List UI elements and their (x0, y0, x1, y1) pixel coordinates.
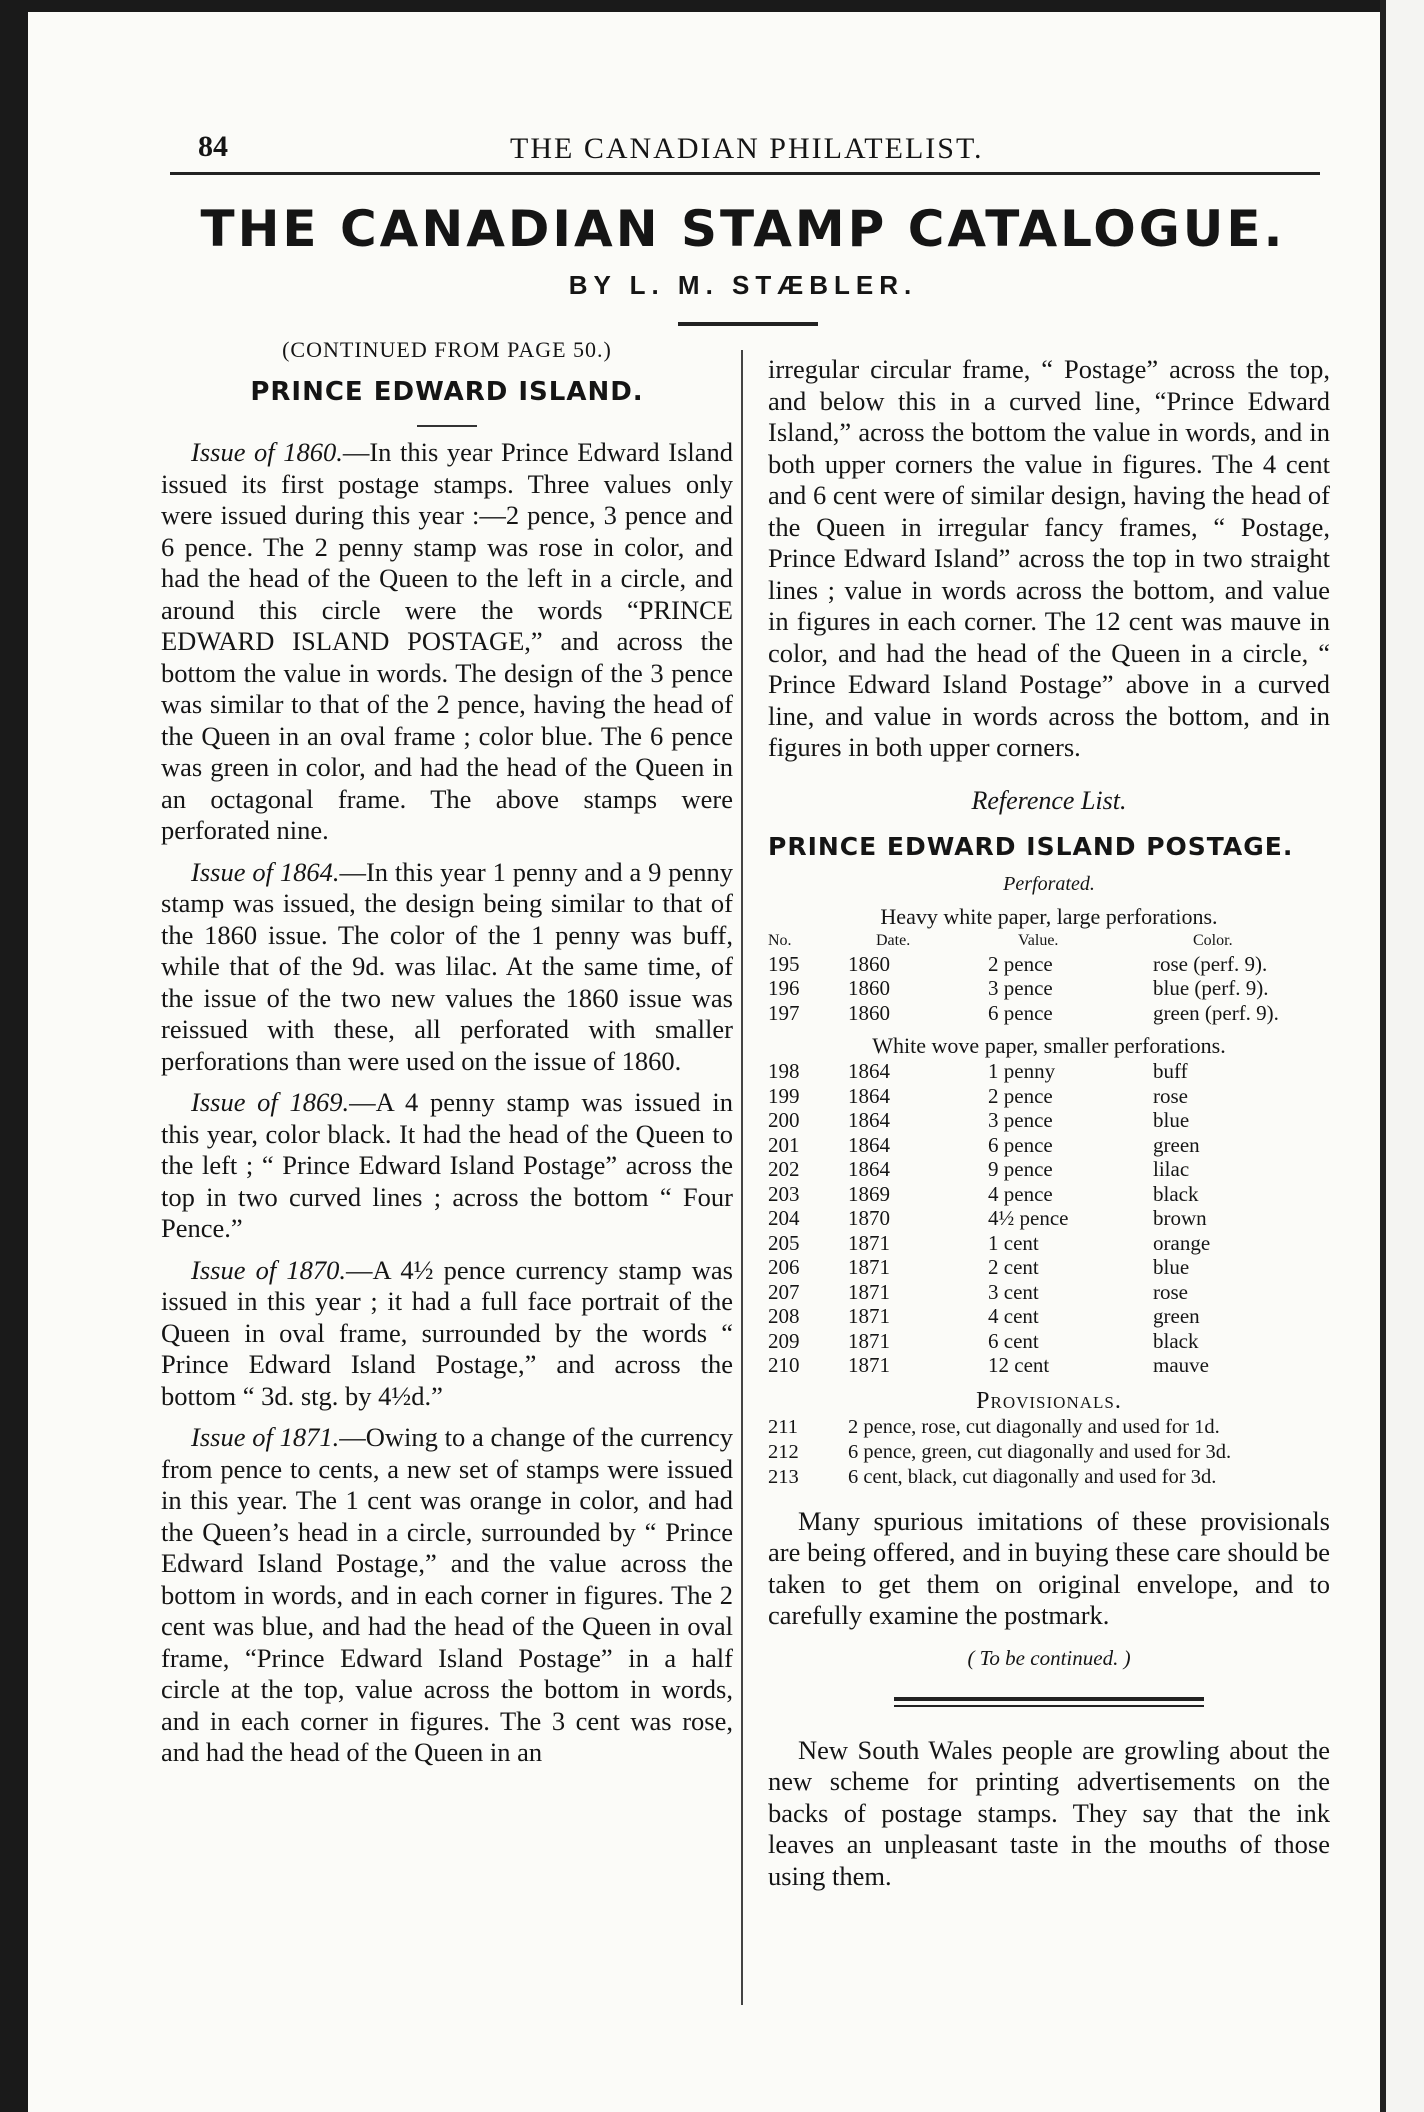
reference-list-title: Reference List. (971, 785, 1127, 815)
cell-date: 1871 (848, 1230, 890, 1255)
paragraph-text: —In this year Prince Edward Island issued its first postage stamps. Three values only were issued during this year :—2 pence, 3 pence and 6 pence. The 2 penny stamp was rose in color, and had the head of the Queen to the left in a circle, and around this circle were the words “PRINCE EDWARD ISLAND POSTAGE,” and across the bottom the value in words. The design of the 3 pence was similar to that of the 2 pence, having the head of the Queen in an oval frame ; color blue. The 6 pence was green in color, and had the head of the Queen in an octagonal frame. The above stamps were perforated nine. (161, 437, 734, 845)
perforated-label: Perforated. (1003, 872, 1095, 895)
header-date: Date. (876, 931, 911, 949)
cell-color: black (1153, 1328, 1199, 1353)
issue-heading: Issue of 1870. (191, 1254, 346, 1285)
cell-value: 9 pence (988, 1157, 1053, 1181)
cell-color: lilac (1153, 1157, 1190, 1181)
subhead-wove-paper: White wove paper, smaller perforations. (872, 1033, 1226, 1058)
table-row (768, 1059, 1330, 1084)
to-be-continued: ( To be continued. ) (967, 1645, 1131, 1670)
cell-no: 208 (768, 1304, 800, 1328)
right-column (768, 354, 1330, 1892)
cell-value: 4 pence (988, 1181, 1053, 1206)
cell-date: 1860 (848, 1000, 890, 1025)
paragraph-issue-1871 (161, 1422, 733, 1769)
paragraph-text: —A 4 penny stamp was issued in this year, color black. It had the head of the Queen to the left ; “ Prince Edward Island Postage” across the top in two curved lines ; across the bottom “ Four Pence.” (161, 1087, 734, 1243)
table-row (768, 1329, 1330, 1354)
cell-color: black (1153, 1181, 1199, 1206)
table-row (768, 1182, 1330, 1207)
provisional-text: 6 pence, green, cut diagonally and used for 3d. (848, 1440, 1232, 1463)
postage-title: PRINCE EDWARD ISLAND POSTAGE. (768, 831, 1294, 861)
article-byline: BY L. M. STÆBLER. (568, 270, 918, 300)
cell-value: 4½ pence (988, 1206, 1069, 1230)
table-group-2 (768, 1059, 1330, 1378)
paragraph-text: —In this year 1 penny and a 9 penny stamp was issued, the design being similar to that of the 1860 issue. The color of the 1 penny was buff, while that of the 9d. was lilac. At the same time, of the issue of the two new values the 1860 issue was reissued with these, all perforated with smaller perforations than were used on the issue of 1860. (161, 856, 734, 1076)
table-row (768, 1231, 1330, 1256)
cell-no: 204 (768, 1206, 800, 1230)
issue-heading: Issue of 1864. (191, 856, 340, 887)
table-row (768, 1280, 1330, 1305)
cell-date: 1870 (848, 1206, 890, 1230)
paragraph-text: —Owing to a change of the currency from pence to cents, a new set of stamps were issued in this year. The 1 cent was orange in color, and had the Queen’s head in a circle, surrounded by “ Prince Edward Island Postage,” and the value across the bottom in words, and in each corner in figures. The 2 cent was blue, and had the head of the Queen in oval frame, “Prince Edward Island Postage” in a half circle at the top, value across the bottom in words, and in each corner in figures. The 3 cent was rose, and had the head of the Queen in an (161, 1422, 733, 1767)
cell-date: 1869 (848, 1181, 890, 1206)
cell-color: rose (perf. 9). (1153, 951, 1268, 976)
continued-note: (CONTINUED FROM PAGE 50.) (282, 337, 612, 362)
cell-value: 2 cent (988, 1255, 1039, 1279)
paragraph-text: —A 4½ pence currency stamp was issued in this year ; it had a full face portrait of the Queen in oval frame, surrounded by the words “ Prince Edward Island Postage,” and across the bottom “ 3d. stg. by 4½d.” (161, 1254, 733, 1411)
cell-color: green (1153, 1304, 1200, 1328)
nsw-note: New South Wales people are growling about the new scheme for printing advertisements on the backs of postage stamps. They say that the ink leaves an unpleasant taste in the mouths of those using them. (768, 1734, 1330, 1891)
cell-color: blue (1153, 1255, 1190, 1279)
left-column (161, 337, 733, 1769)
cell-color: rose (1153, 1083, 1188, 1108)
provisional-text: 2 pence, rose, cut diagonally and used for 1d. (848, 1415, 1220, 1438)
cell-date: 1864 (848, 1108, 890, 1132)
table-row (768, 1353, 1330, 1378)
table-group-1 (768, 952, 1330, 1026)
provisional-text: 6 cent, black, cut diagonally and used for 3d. (848, 1465, 1217, 1488)
cell-date: 1860 (848, 976, 890, 1000)
cell-no: 206 (768, 1255, 800, 1279)
section-title: PRINCE EDWARD ISLAND. (250, 377, 644, 407)
cell-date: 1871 (848, 1304, 890, 1328)
cell-value: 4 cent (988, 1304, 1039, 1328)
paragraph-issue-1864 (161, 857, 733, 1078)
cell-no: 207 (768, 1279, 800, 1304)
cell-color: green (1153, 1132, 1200, 1157)
provisional-row (768, 1440, 1330, 1465)
cell-no: 199 (768, 1083, 800, 1108)
title-rule (678, 322, 818, 326)
provisional-no: 213 (768, 1465, 799, 1488)
table-row (768, 1001, 1330, 1026)
cell-color: mauve (1153, 1353, 1209, 1377)
cell-no: 201 (768, 1132, 800, 1157)
issue-heading: Issue of 1871. (191, 1422, 340, 1452)
cell-date: 1871 (848, 1279, 890, 1304)
paragraph-issue-1869 (161, 1087, 733, 1245)
issue-heading: Issue of 1869. (191, 1087, 350, 1117)
provisional-no: 211 (768, 1415, 798, 1438)
cell-value: 2 pence (988, 951, 1053, 976)
subhead-heavy-paper: Heavy white paper, large perforations. (880, 903, 1218, 929)
page-header (170, 120, 1320, 175)
cell-no: 202 (768, 1157, 800, 1181)
cell-date: 1871 (848, 1353, 890, 1377)
cell-date: 1860 (848, 951, 890, 976)
cell-no: 200 (768, 1108, 800, 1132)
cell-value: 2 pence (988, 1083, 1053, 1108)
table-header-row (768, 930, 1330, 952)
table-row (768, 1133, 1330, 1158)
provisional-row (768, 1465, 1330, 1490)
provisional-no: 212 (768, 1440, 799, 1463)
cell-no: 203 (768, 1181, 800, 1206)
double-rule (894, 1697, 1204, 1707)
cell-color: blue (1153, 1108, 1190, 1132)
cell-no: 196 (768, 976, 800, 1000)
table-row (768, 1157, 1330, 1182)
provisionals-list (768, 1415, 1330, 1490)
page-sheet (28, 12, 1380, 2112)
cell-date: 1864 (848, 1157, 890, 1181)
cell-date: 1871 (848, 1328, 890, 1353)
table-row (768, 1255, 1330, 1280)
cell-date: 1864 (848, 1083, 890, 1108)
cell-color: green (perf. 9). (1153, 1000, 1279, 1025)
page-number: 84 (198, 130, 228, 163)
cell-no: 205 (768, 1230, 800, 1255)
adjacent-page-edge (1380, 0, 1424, 2112)
cell-value: 6 pence (988, 1000, 1053, 1025)
spurious-paragraph: Many spurious imitations of these provisionals are being offered, and in buying these care should be taken to get them on original envelope, and to carefully examine the postmark. (768, 1505, 1330, 1630)
running-head: THE CANADIAN PHILATELIST. (510, 132, 984, 165)
provisional-row (768, 1415, 1330, 1440)
cell-value: 3 pence (988, 1108, 1053, 1132)
column-divider (741, 350, 743, 2005)
cell-value: 3 cent (988, 1279, 1039, 1304)
table-row (768, 952, 1330, 977)
table-row (768, 1084, 1330, 1109)
cell-date: 1864 (848, 1132, 890, 1157)
cell-value: 1 cent (988, 1230, 1039, 1255)
cell-value: 3 pence (988, 976, 1053, 1000)
cell-value: 1 penny (988, 1059, 1056, 1083)
cell-value: 12 cent (988, 1353, 1050, 1377)
cell-no: 210 (768, 1353, 800, 1377)
article-title: THE CANADIAN STAMP CATALOGUE. (200, 200, 1286, 258)
header-no: No. (768, 931, 792, 949)
continuation-paragraph: irregular circular frame, “ Postage” across the top, and below this in a curved line, “Prince Edward Island,” across the bottom the value in words, and in both upper corners the value in figures. The 4 cent and 6 cent were of similar design, having the head of the Queen in irregular fancy frames, “ Postage, Prince Edward Island” across the top in two straight lines ; value in words across the bottom, and value in figures in each corner. The 12 cent was mauve in color, and had the head of the Queen in a circle, “ Prince Edward Island Postage” above in a curved line, and value in words across the bottom, and in figures in both upper corners. (768, 354, 1330, 762)
cell-value: 6 pence (988, 1132, 1053, 1157)
issue-heading: Issue of 1860. (191, 437, 343, 467)
cell-no: 209 (768, 1328, 800, 1353)
cell-date: 1871 (848, 1255, 890, 1279)
paragraph-issue-1870 (161, 1255, 733, 1413)
cell-color: blue (perf. 9). (1153, 976, 1269, 1000)
cell-color: orange (1153, 1230, 1211, 1255)
cell-color: brown (1153, 1206, 1207, 1230)
table-row (768, 1108, 1330, 1133)
header-color: Color. (1193, 931, 1233, 949)
table-row (768, 976, 1330, 1001)
cell-no: 195 (768, 951, 800, 976)
cell-color: buff (1153, 1059, 1188, 1083)
table-row (768, 1206, 1330, 1231)
cell-date: 1864 (848, 1059, 890, 1083)
section-rule (417, 425, 477, 427)
header-value: Value. (1018, 931, 1059, 949)
provisionals-title: Provisionals. (976, 1387, 1122, 1414)
table-row (768, 1304, 1330, 1329)
cell-color: rose (1153, 1279, 1188, 1304)
cell-no: 198 (768, 1059, 800, 1083)
cell-value: 6 cent (988, 1328, 1039, 1353)
cell-no: 197 (768, 1000, 800, 1025)
paragraph-issue-1860 (161, 437, 733, 847)
